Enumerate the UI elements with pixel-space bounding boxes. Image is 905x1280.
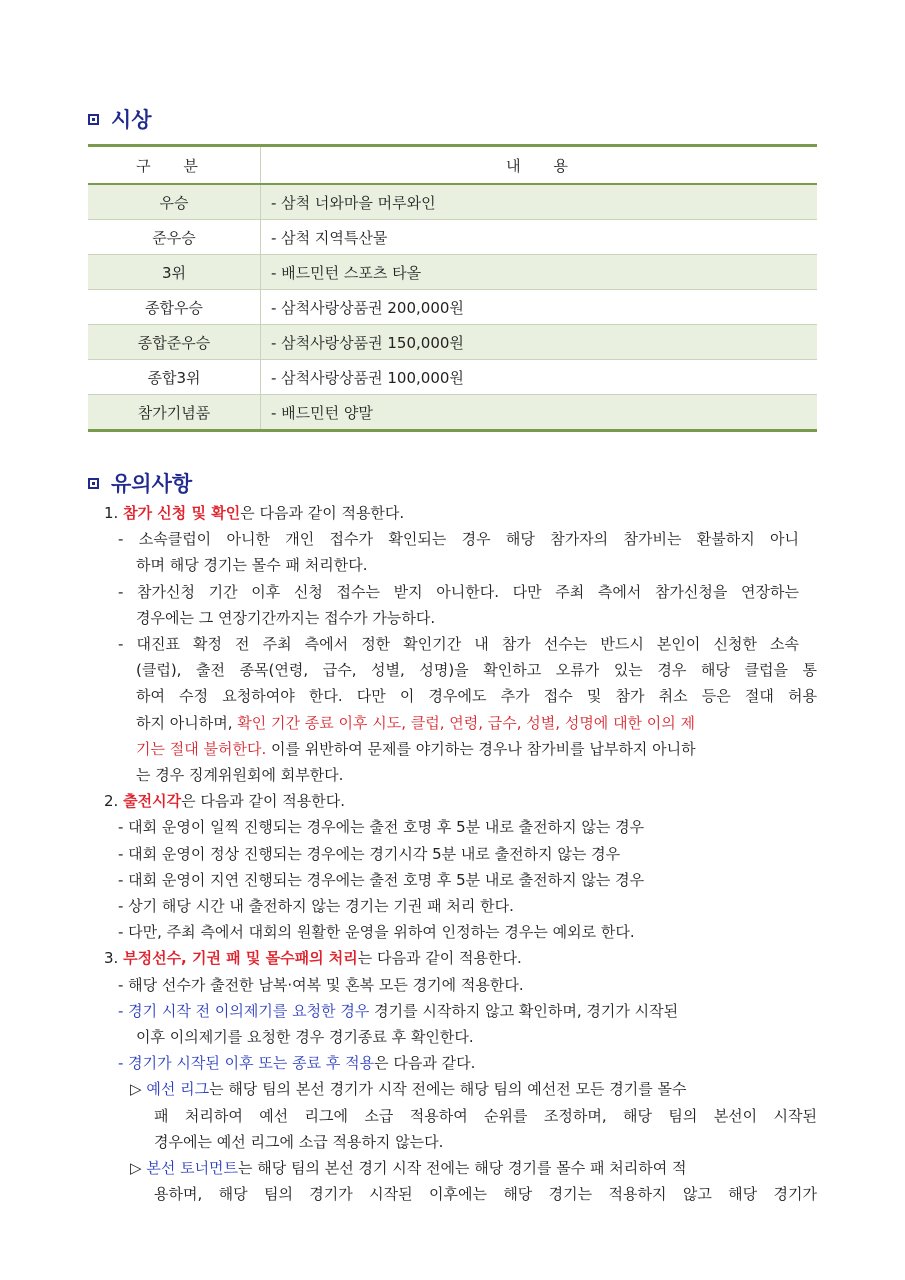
note-line xyxy=(0,683,905,709)
note-text: - 소속클럽이 아니한 개인 접수가 확인되는 경우 해당 참가자의 참가비는 환불하지 아니 xyxy=(118,530,799,549)
content-cell: - 삼척 너와마을 머루와인 xyxy=(261,184,818,220)
category-cell: 참가기념품 xyxy=(88,395,261,431)
triangle-bullet-icon: ▷ xyxy=(130,1159,142,1178)
note-line xyxy=(0,1129,905,1155)
content-cell: - 배드민턴 스포츠 타올 xyxy=(261,255,818,290)
item-highlight: 출전시각 xyxy=(123,792,182,811)
table-row xyxy=(88,395,817,431)
note-blue-text: 예선 리그 xyxy=(146,1080,210,1099)
column-header-category: 구 분 xyxy=(88,146,261,185)
table-row xyxy=(88,290,817,325)
note-text: - 대회 운영이 정상 진행되는 경우에는 경기시각 5분 내로 출전하지 않는 경우 xyxy=(118,844,621,863)
note-line xyxy=(0,710,905,736)
note-subitem xyxy=(0,1076,905,1102)
note-text: - 해당 선수가 출전한 남복·여복 및 혼복 모든 경기에 적용한다. xyxy=(118,975,524,994)
section-title: 유의사항 xyxy=(111,472,193,496)
item-text: 는 다음과 같이 적용한다. xyxy=(357,949,522,968)
table-row xyxy=(88,220,817,255)
note-warning-text: 확인 기간 종료 이후 시도, 클럽, 연령, 급수, 성별, 성명에 대한 이의 제 xyxy=(237,713,696,732)
category-cell: 준우승 xyxy=(88,220,261,255)
item-highlight: 부정선수, 기권 패 및 몰수패의 처리 xyxy=(123,949,358,968)
note-text: 용하며, 해당 팀의 경기가 시작된 이후에는 해당 경기는 적용하지 않고 해당 경기가 xyxy=(154,1185,817,1204)
item-text: 은 다음과 같이 적용한다. xyxy=(181,792,346,811)
note-item-2-heading xyxy=(0,788,905,814)
note-text: 는 해당 팀의 본선 경기 시작 전에는 해당 경기를 몰수 패 처리하여 적 xyxy=(238,1159,687,1178)
note-line xyxy=(0,526,905,552)
note-line xyxy=(0,552,905,578)
category-cell: 우승 xyxy=(88,184,261,220)
content-cell: - 삼척사랑상품권 200,000원 xyxy=(261,290,818,325)
table-header-row xyxy=(88,146,817,185)
note-item-1-heading xyxy=(0,500,905,526)
square-bullet-icon xyxy=(88,478,99,489)
category-cell: 3위 xyxy=(88,255,261,290)
section-heading-notes xyxy=(88,468,192,498)
note-warning-text: 기는 절대 불허한다. xyxy=(136,739,267,758)
table-row xyxy=(88,184,817,220)
notes-body xyxy=(0,500,905,1207)
note-line xyxy=(0,867,905,893)
item-highlight: 참가 신청 및 확인 xyxy=(123,504,241,522)
category-cell: 종합우승 xyxy=(88,290,261,325)
column-header-content: 내 용 xyxy=(261,146,818,185)
note-line xyxy=(0,657,905,683)
triangle-bullet-icon: ▷ xyxy=(130,1080,142,1099)
note-text: 하지 아니하며, xyxy=(136,713,238,732)
note-text: - 대진표 확정 전 주최 측에서 정한 확인기간 내 참가 선수는 반드시 본인이 신청한 소속 xyxy=(118,635,799,654)
square-bullet-icon xyxy=(88,114,99,125)
note-line xyxy=(0,579,905,605)
note-text: 는 해당 팀의 본선 경기가 시작 전에는 해당 팀의 예선전 모든 경기를 몰수 xyxy=(209,1080,687,1099)
note-text: - 대회 운영이 일찍 진행되는 경우에는 출전 호명 후 5분 내로 출전하지 않는 경우 xyxy=(118,818,645,837)
note-text: - 대회 운영이 지연 진행되는 경우에는 출전 호명 후 5분 내로 출전하지 않는 경우 xyxy=(118,870,645,889)
table-row xyxy=(88,360,817,395)
item-number: 3. xyxy=(104,949,119,968)
content-cell: - 삼척사랑상품권 150,000원 xyxy=(261,325,818,360)
note-text: 경기를 시작하지 않고 확인하며, 경기가 시작된 xyxy=(369,1001,679,1020)
note-line xyxy=(0,1024,905,1050)
note-text: 이후 이의제기를 요청한 경우 경기종료 후 확인한다. xyxy=(136,1028,474,1047)
note-text: 하여 수정 요청하여야 한다. 다만 이 경우에도 추가 접수 및 참가 취소 등은 절대 허용 xyxy=(136,687,817,706)
note-text: 는 경우 징계위원회에 회부한다. xyxy=(136,766,344,785)
table-row xyxy=(88,325,817,360)
note-blue-text: - 경기 시작 전 이의제기를 요청한 경우 xyxy=(118,1001,370,1020)
note-line xyxy=(0,814,905,840)
content-cell: - 삼척 지역특산물 xyxy=(261,220,818,255)
note-subitem xyxy=(0,1155,905,1181)
note-text: 패 처리하여 예선 리그에 소급 적용하여 순위를 조정하며, 해당 팀의 본선이 시작된 xyxy=(154,1106,817,1125)
note-text: - 다만, 주최 측에서 대회의 원활한 운영을 위하여 인정하는 경우는 예외로 한다. xyxy=(118,923,635,942)
category-cell: 종합준우승 xyxy=(88,325,261,360)
note-line xyxy=(0,736,905,762)
table-row xyxy=(88,255,817,290)
section-heading-awards xyxy=(88,104,152,134)
section-title: 시상 xyxy=(111,108,152,132)
note-text: 하며 해당 경기는 몰수 패 처리한다. xyxy=(136,556,368,575)
content-cell: - 삼척사랑상품권 100,000원 xyxy=(261,360,818,395)
note-item-3-heading xyxy=(0,945,905,971)
note-line xyxy=(0,1050,905,1076)
note-line xyxy=(0,919,905,945)
note-text: 이를 위반하여 문제를 야기하는 경우나 참가비를 납부하지 아니하 xyxy=(266,739,696,758)
note-blue-text: - 경기가 시작된 이후 또는 종료 후 적용 xyxy=(118,1054,375,1073)
note-line xyxy=(0,841,905,867)
note-text: 경우에는 예선 리그에 소급 적용하지 않는다. xyxy=(154,1132,444,1151)
note-line xyxy=(0,762,905,788)
content-cell: - 배드민턴 양말 xyxy=(261,395,818,431)
note-line xyxy=(0,972,905,998)
item-text: 은 다음과 같이 적용한다. xyxy=(240,504,405,522)
note-line xyxy=(0,893,905,919)
note-text: - 상기 해당 시간 내 출전하지 않는 경기는 기권 패 처리 한다. xyxy=(118,897,514,916)
item-number: 2. xyxy=(104,792,119,811)
note-line xyxy=(0,631,905,657)
awards-table xyxy=(88,144,817,432)
note-text: (클럽), 출전 종목(연령, 급수, 성별, 성명)을 확인하고 오류가 있는 경우 해당 클럽을 통 xyxy=(136,661,817,680)
note-text: - 참가신청 기간 이후 신청 접수는 받지 아니한다. 다만 주최 측에서 참가신청을 연장하는 xyxy=(118,582,799,601)
note-line xyxy=(0,605,905,631)
category-cell: 종합3위 xyxy=(88,360,261,395)
note-text: 경우에는 그 연장기간까지는 접수가 가능하다. xyxy=(136,608,436,627)
note-line xyxy=(0,998,905,1024)
note-blue-text: 본선 토너먼트 xyxy=(146,1159,239,1178)
item-number: 1. xyxy=(104,504,119,522)
note-text: 은 다음과 같다. xyxy=(374,1054,476,1073)
note-line xyxy=(0,1181,905,1207)
note-line xyxy=(0,1103,905,1129)
